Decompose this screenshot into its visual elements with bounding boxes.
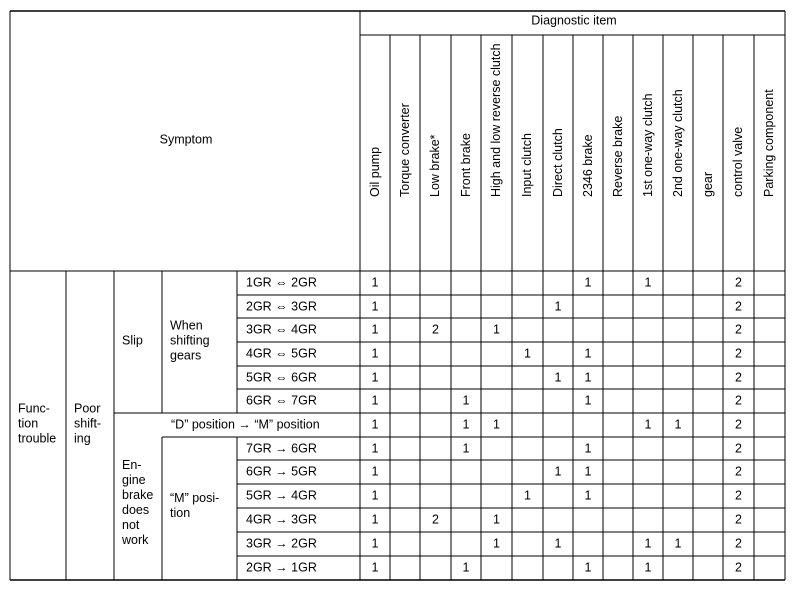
table-cell: 1 <box>371 322 379 337</box>
table-cell: 1 <box>584 488 592 503</box>
table-cell: 1 <box>644 536 652 551</box>
row-label: 2GR ⇔ 3GR <box>246 299 317 313</box>
table-cell: 1 <box>493 536 500 551</box>
table-cell: 2 <box>735 370 742 384</box>
poor-shifting-label: Poor shift- ing <box>74 401 102 446</box>
column-header: 2nd one-way clutch <box>670 89 685 197</box>
table-cell: 1 <box>674 417 682 432</box>
function-trouble-label: Func- tion trouble <box>18 401 57 446</box>
table-cell: 1 <box>371 299 379 313</box>
table-cell: 1 <box>554 464 562 479</box>
table-cell: 2 <box>735 441 742 455</box>
column-header: 1st one-way clutch <box>640 93 655 197</box>
table-cell: 1 <box>371 417 379 432</box>
table-cell: 2 <box>735 488 742 503</box>
table-cell: 1 <box>493 322 500 337</box>
column-header: Input clutch <box>520 133 534 197</box>
table-cell: 1 <box>371 512 379 527</box>
table-cell: 1 <box>371 464 379 479</box>
row-label: “D” position → “M” position <box>171 417 320 432</box>
table-cell: 1 <box>371 536 379 551</box>
table-cell: 1 <box>371 488 379 503</box>
table-cell: 1 <box>493 512 500 527</box>
table-cell: 2 <box>735 393 742 408</box>
row-label: 6GR → 5GR <box>246 464 317 479</box>
table-cell: 1 <box>584 464 592 479</box>
column-header: 2346 brake <box>580 134 595 197</box>
table-cell: 1 <box>644 560 652 575</box>
row-label: 4GR → 3GR <box>246 512 317 527</box>
table-cell: 1 <box>462 560 470 575</box>
table-cell: 2 <box>432 322 439 337</box>
table-cell: 1 <box>644 275 652 290</box>
table-cell: 1 <box>584 275 592 290</box>
column-header: Front brake <box>458 133 473 197</box>
table-cell: 2 <box>735 346 742 361</box>
table-cell: 1 <box>371 275 379 290</box>
diagnostic-item-header: Diagnostic item <box>531 13 617 28</box>
table-cell: 1 <box>584 370 592 384</box>
table-cell: 2 <box>735 417 742 432</box>
table-cell: 2 <box>735 464 742 479</box>
table-cell: 2 <box>735 275 742 290</box>
column-header: Parking component <box>762 89 776 197</box>
symptom-header: Symptom <box>159 132 213 147</box>
column-header: gear <box>700 171 715 197</box>
row-label: 1GR ⇔ 2GR <box>246 275 317 290</box>
table-cell: 1 <box>462 441 470 455</box>
column-header: Reverse brake <box>610 115 625 197</box>
column-header: High and low reverse clutch <box>489 43 503 197</box>
m-position-label: “M” posi- tion <box>170 491 220 520</box>
table-cell: 1 <box>371 441 379 455</box>
row-label: 4GR ⇔ 5GR <box>246 346 317 361</box>
table-cell: 1 <box>371 346 379 361</box>
table-cell: 1 <box>371 393 379 408</box>
table-cell: 1 <box>371 370 379 384</box>
table-cell: 1 <box>584 393 592 408</box>
table-cell: 1 <box>371 560 379 575</box>
row-label: 6GR ⇔ 7GR <box>246 393 317 408</box>
table-cell: 1 <box>584 346 592 361</box>
table-cell: 1 <box>493 417 500 432</box>
column-header: control valve <box>731 126 745 197</box>
table-cell: 1 <box>554 370 562 384</box>
slip-label: Slip <box>122 333 143 348</box>
table-cell: 2 <box>735 536 742 551</box>
column-header: Torque converter <box>397 103 412 197</box>
table-cell: 1 <box>554 536 562 551</box>
table-cell: 1 <box>462 393 470 408</box>
table-cell: 1 <box>524 488 531 503</box>
column-header: Oil pump <box>367 146 382 197</box>
table-cell: 1 <box>674 536 682 551</box>
table-cell: 2 <box>735 512 742 527</box>
when-shifting-gears-label: When shifting gears <box>170 318 210 363</box>
table-cell: 2 <box>432 512 439 527</box>
row-label: 3GR ⇔ 4GR <box>246 322 317 337</box>
row-label: 2GR → 1GR <box>246 560 317 575</box>
table-cell: 2 <box>735 560 742 575</box>
row-label: 5GR ⇔ 6GR <box>246 370 317 384</box>
table-cell: 1 <box>554 299 562 313</box>
row-label: 7GR → 6GR <box>246 441 317 455</box>
engine-brake-label: En- gine brake does not work <box>122 458 154 547</box>
table-cell: 1 <box>524 346 531 361</box>
column-header: Direct clutch <box>550 128 565 197</box>
table-cell: 1 <box>462 417 470 432</box>
table-cell: 2 <box>735 322 742 337</box>
table-cell: 2 <box>735 299 742 313</box>
row-label: 3GR → 2GR <box>246 536 317 551</box>
row-label: 5GR → 4GR <box>246 488 317 503</box>
table-cell: 1 <box>584 441 592 455</box>
table-cell: 1 <box>644 417 652 432</box>
table-cell: 1 <box>584 560 592 575</box>
column-header: Low brake* <box>428 134 442 197</box>
